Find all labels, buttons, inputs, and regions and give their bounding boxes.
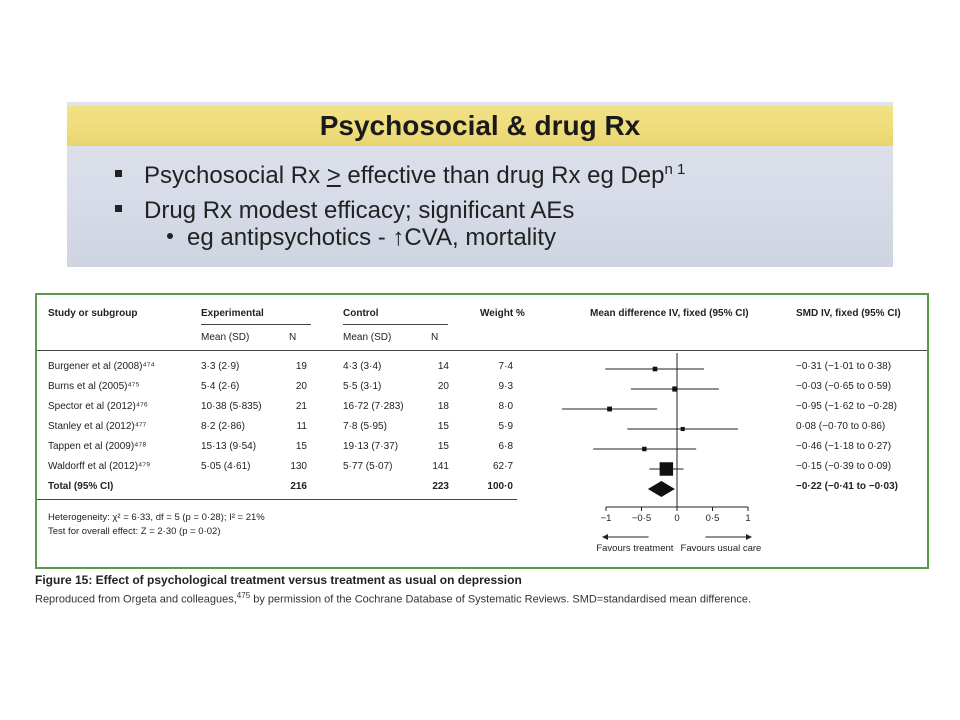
- total-label: Total (95% CI): [48, 481, 114, 492]
- row-ctl-n: 20: [437, 381, 449, 392]
- row-ctl-mean: 19·13 (7·37): [343, 441, 399, 452]
- header-experimental: Experimental: [201, 308, 264, 319]
- bullet-1-sup: n 1: [664, 161, 686, 178]
- arrow-left-icon: [602, 534, 608, 540]
- arrow-right-icon: [746, 534, 752, 540]
- total-weight: 100·0: [487, 481, 513, 492]
- row-exp-n: 20: [295, 381, 307, 392]
- row-ctl-mean: 5·5 (3·1): [343, 381, 382, 392]
- subheader-ctl-mean: Mean (SD): [343, 332, 392, 343]
- point-estimate: [681, 427, 685, 431]
- x-tick-label: −0·5: [631, 513, 652, 524]
- row-ctl-n: 141: [432, 461, 449, 472]
- experimental-underline: [201, 324, 311, 325]
- point-estimate: [607, 407, 612, 412]
- bullet-round-icon: [167, 233, 173, 239]
- row-smd: −0·95 (−1·62 to −0·28): [796, 401, 897, 412]
- favours-usual-care-label: Favours usual care: [680, 543, 762, 554]
- row-weight: 7·4: [498, 361, 513, 372]
- row-weight: 8·0: [498, 401, 513, 412]
- row-smd: 0·08 (−0·70 to 0·86): [796, 421, 886, 432]
- row-exp-mean: 8·2 (2·86): [201, 421, 245, 432]
- bullet-3-text: eg antipsychotics - ↑CVA, mortality: [187, 224, 557, 251]
- row-ctl-n: 15: [437, 441, 449, 452]
- row-ctl-n: 14: [437, 361, 449, 372]
- figure-source: [35, 591, 751, 606]
- row-weight: 62·7: [492, 461, 513, 472]
- source-pre: Reproduced from Orgeta and colleagues,: [35, 593, 237, 606]
- point-estimate: [653, 367, 658, 372]
- bullet-1-pre: Psychosocial Rx: [144, 162, 327, 189]
- total-ctl-n: 223: [432, 481, 449, 492]
- row-smd: −0·03 (−0·65 to 0·59): [796, 381, 892, 392]
- bullet-2-text: Drug Rx modest efficacy; significant AEs: [144, 197, 575, 224]
- row-exp-mean: 3·3 (2·9): [201, 361, 240, 372]
- row-weight: 9·3: [498, 381, 513, 392]
- point-estimate: [642, 447, 646, 451]
- row-exp-mean: 5·4 (2·6): [201, 381, 240, 392]
- slide-bullet-1: [115, 161, 685, 190]
- row-exp-n: 11: [296, 421, 307, 432]
- row-ctl-n: 18: [437, 401, 449, 412]
- overall-effect-text: Test for overall effect: Z = 2·30 (p = 0·02): [48, 526, 221, 537]
- row-study: Tappen et al (2009)⁴⁷⁸: [48, 441, 147, 452]
- total-rule: [37, 499, 517, 500]
- row-smd: −0·31 (−1·01 to 0·38): [796, 361, 892, 372]
- x-tick-label: −1: [600, 513, 612, 524]
- slide-bullet-3: [167, 224, 556, 252]
- point-estimate: [672, 386, 677, 391]
- header-smd: SMD IV, fixed (95% CI): [796, 308, 901, 319]
- row-exp-mean: 15·13 (9·54): [201, 441, 257, 452]
- row-ctl-mean: 16·72 (7·283): [343, 401, 404, 412]
- row-exp-n: 130: [290, 461, 307, 472]
- favours-treatment-label: Favours treatment: [596, 543, 674, 554]
- total-diamond: [648, 481, 675, 497]
- source-ref: 475: [236, 591, 251, 600]
- row-ctl-n: 15: [437, 421, 449, 432]
- figure-caption: Figure 15: Effect of psychological treatment versus treatment as usual on depression: [35, 573, 522, 587]
- row-study: Burns et al (2005)⁴⁷⁵: [48, 381, 140, 392]
- row-exp-mean: 5·05 (4·61): [201, 461, 251, 472]
- row-ctl-mean: 7·8 (5·95): [343, 421, 387, 432]
- slide-title: Psychosocial & drug Rx: [67, 106, 893, 146]
- row-weight: 6·8: [498, 441, 513, 452]
- row-smd: −0·15 (−0·39 to 0·09): [796, 461, 892, 472]
- bullet-square-icon: [115, 205, 122, 212]
- row-study: Burgener et al (2008)⁴⁷⁴: [48, 361, 155, 372]
- row-exp-n: 19: [295, 361, 307, 372]
- x-tick-label: 0: [674, 513, 680, 524]
- control-underline: [343, 324, 448, 325]
- bullet-square-icon: [115, 170, 122, 177]
- slide-photo: [67, 102, 893, 267]
- heterogeneity-text: Heterogeneity: χ² = 6·33, df = 5 (p = 0·28); I² = 21%: [48, 512, 265, 523]
- row-study: Waldorff et al (2012)⁴⁷⁹: [48, 461, 151, 472]
- source-post: by permission of the Cochrane Database of Systematic Reviews. SMD=standardised mean difference.: [250, 593, 752, 606]
- row-ctl-mean: 5·77 (5·07): [343, 461, 393, 472]
- subheader-exp-mean: Mean (SD): [201, 332, 250, 343]
- total-smd: −0·22 (−0·41 to −0·03): [796, 481, 898, 492]
- header-control: Control: [343, 308, 379, 319]
- row-smd: −0·46 (−1·18 to 0·27): [796, 441, 892, 452]
- row-weight: 5·9: [498, 421, 513, 432]
- forest-plot-figure: [35, 293, 929, 569]
- subheader-ctl-n: N: [431, 332, 439, 343]
- header-mean-difference: Mean difference IV, fixed (95% CI): [590, 308, 749, 319]
- row-exp-mean: 10·38 (5·835): [201, 401, 262, 412]
- point-estimate: [660, 462, 673, 475]
- header-rule: [37, 350, 927, 351]
- row-exp-n: 21: [295, 401, 307, 412]
- x-tick-label: 0·5: [705, 513, 720, 524]
- total-exp-n: 216: [290, 481, 307, 492]
- bullet-1-ge: >: [326, 162, 341, 189]
- header-study: Study or subgroup: [48, 308, 138, 319]
- subheader-exp-n: N: [289, 332, 297, 343]
- x-tick-label: 1: [745, 513, 751, 524]
- row-study: Stanley et al (2012)⁴⁷⁷: [48, 421, 147, 432]
- header-weight: Weight %: [480, 308, 525, 319]
- row-exp-n: 15: [295, 441, 307, 452]
- row-ctl-mean: 4·3 (3·4): [343, 361, 382, 372]
- row-study: Spector et al (2012)⁴⁷⁶: [48, 401, 148, 412]
- bullet-1-post: effective than drug Rx eg Dep: [340, 162, 665, 189]
- slide-bullet-2: [115, 197, 574, 225]
